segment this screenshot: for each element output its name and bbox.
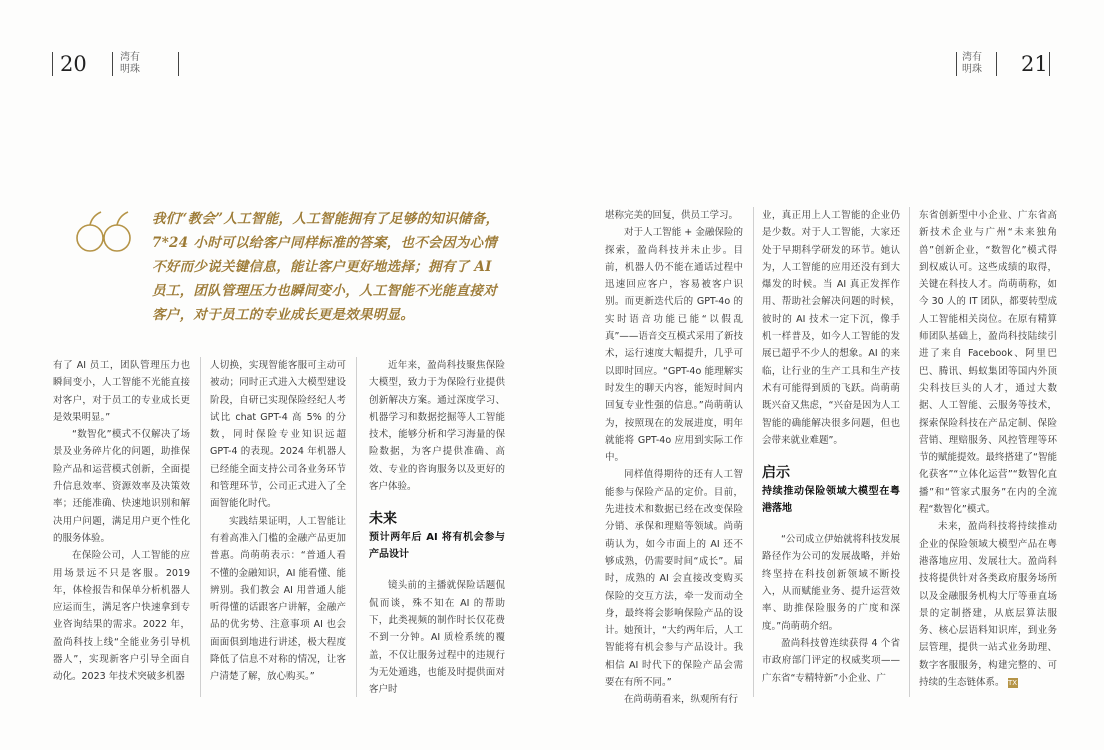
- section-heading: 启示: [762, 465, 790, 482]
- right-page: [552, 0, 1104, 750]
- pull-quote: 我们“教会”人工智能，人工智能拥有了足够的知识储备，7*24 小时可以给客户同样标准的答案，也不会因为心情不好而少说关键信息，能让客户更好地选择；拥有了 AI 员工，团队管理压力也瞬间变小，人工智能不光能直接对客户，对于员工的专业成长更是效果明显。: [152, 211, 500, 323]
- header-divider: [996, 52, 997, 76]
- left-column-3: [369, 357, 505, 698]
- section-subheading: 预计两年后 AI 将有机会参与产品设计: [369, 532, 505, 561]
- paragraph: “数智化”模式不仅解决了场景及业务碎片化的问题，助推保险产品和运营模式创新，全面提升信息效率、资源效率及决策效率；还能准确、快速地识别和解决用户问题，满足用户更个性化的服务体验。: [53, 429, 190, 544]
- end-mark-icon: TX: [1008, 678, 1018, 687]
- left-column-2: [210, 357, 346, 686]
- paragraph: 镜头前的主播就保险话题侃侃而谈，殊不知在 AI 的帮助下，此类视频的制作时长仅花费不到一分钟。AI 质检系统的覆盖，不仅让服务过程中的违规行为无处遁逃，也能及时提供面对客户时: [369, 580, 505, 696]
- section-heading: 未来: [369, 511, 397, 528]
- paragraph: 堪称完美的回复，供员工学习。: [605, 210, 739, 221]
- paragraph: 人切换，实现智能客服可主动可被动；同时正式进入大模型建设阶段，自研已实现保险经纪人考试比 chat GPT-4 高 5% 的分数，同时保险专业知识远超 GPT-4 的表现。2024 年机器人已经能全面支持公司各业务环节和管理环节，公司正式进入了全面智能化时代。: [210, 360, 346, 510]
- page-number: 21: [1021, 52, 1048, 76]
- paragraph: 同样值得期待的还有人工智能参与保险产品的定价。目前，先进技术和数据已经在改变保险分销、承保和理赔等领域。尚萌萌认为，如今市面上的 AI 还不够成熟，仍需要时间“成长”。届时，成熟的 AI 会直接改变购买保险的交互方法，牵一发而动全身，最终将会影响保险产品的设计。她预计，“大约两年后，人工智能将有机会参与产品设计。我相信 AI 时代下的保险产品会需要在有所不同。”: [605, 469, 743, 689]
- left-page: [0, 0, 552, 750]
- section-subheading: 持续推动保险领域大模型在粤港落地: [762, 486, 900, 515]
- paragraph: 对于人工智能 + 金融保险的探索，盈尚科技并未止步。目前，机器人仍不能在通话过程中迅速回应客户，容易被客户识别。而更新迭代后的 GPT-4o 的实时语音功能已能“以假乱真”——语音交互模式采用了新技术，运行速度大幅提升，几乎可以即时回应。“GPT-4o 能理解实时发生的聊天内容，能短时间内回复专业性强的信息。”尚萌萌认为，按照现在的发展进度，明年就能将 GPT-4o 应用到实际工作中。: [605, 227, 743, 464]
- paragraph: 盈尚科技曾连续获得 4 个省市政府部门评定的权威奖项——广东省“专精特新”小企业、广: [762, 637, 900, 684]
- column-divider: [356, 357, 357, 697]
- section-brand: [962, 52, 982, 76]
- column-divider: [909, 207, 910, 697]
- brand-line: 湾有: [962, 52, 982, 63]
- paragraph: 近年来，盈尚科技聚焦保险大模型，致力于为保险行业提供创新解决方案。通过深度学习、机器学习和数据挖掘等人工智能技术，能够分析和学习海量的保险数据，为客户提供准确、高效、专业的咨询服务以及更好的客户体验。: [369, 360, 505, 493]
- paragraph: 在保险公司，人工智能的应用场景远不只是客服。2019 年，体检报告和保单分析机器人应运而生，满足客户快速拿到专业咨询结果的需求。2022 年，盈尚科技上线“全能业务引导机器人”，实现新客户引导全面自动化。2023 年技术突破多机器: [53, 550, 190, 683]
- page-number: 20: [60, 52, 87, 76]
- right-column-3: [919, 207, 1057, 691]
- right-column-1: [605, 207, 743, 709]
- section-brand: [120, 52, 140, 76]
- header-divider: [178, 52, 179, 76]
- paragraph: [919, 518, 1057, 691]
- quote-mark-icon: [75, 208, 135, 256]
- right-column-2: [762, 207, 900, 687]
- column-divider: [200, 357, 201, 697]
- paragraph: “公司成立伊始就将科技发展路径作为公司的发展战略，并始终坚持在科技创新领域不断投入，从而赋能业务、提升运营效率、助推保险服务的广度和深度。”尚萌萌介绍。: [762, 534, 900, 632]
- brand-line: 湾有: [120, 52, 140, 63]
- page-number-rule: [52, 52, 53, 76]
- brand-line: 明珠: [120, 64, 140, 75]
- paragraph-text: 未来，盈尚科技将持续推动企业的保险领域大模型产品在粤港落地应用、发展壮大。盈尚科技将提供针对各类政府服务场所以及金融服务机构大厅等垂直场景的定制搭建，从底层算法服务、核心层语料知识库，到业务层管理，提供一站式业务助理、数字客服服务，构建完整的、可持续的生态链体系。: [919, 521, 1057, 689]
- paragraph: 在尚萌萌看来，纵观所有行: [624, 694, 739, 706]
- left-column-1: [53, 357, 190, 686]
- brand-line: 明珠: [962, 64, 982, 75]
- paragraph: 业，真正用上人工智能的企业仍是少数。对于人工智能，大家还处于早期科学研发的环节。她认为，人工智能的应用还没有到大爆发的时候。当 AI 真正发挥作用、帮助社会解决问题的时候，彼时的 AI 技术一定下沉，像手机一样普及，如今人工智能的发展已超乎不少人的想象。AI 的来临，让行业的生产工具和生产技术有可能得到质的飞跃。尚萌萌既兴奋又焦虑，“兴奋是因为人工智能的确能解决很多问题，但也会带来就业难题”。: [762, 210, 900, 446]
- page-number-rule: [1049, 52, 1050, 76]
- header-divider: [112, 52, 113, 76]
- paragraph: 东省创新型中小企业、广东省高新技术企业与广州“未来独角兽”创新企业，“数智化”模式得到权威认可。这些成绩的取得，关键在科技人才。尚萌萌称，如今 30 人的 IT 团队，都要转型成人工智能相关岗位。在原有精算师团队基础上，盈尚科技陆续引进了来自 Facebook、阿里巴巴、腾讯、蚂蚁集团等国内外顶尖科技巨头的人才，通过大数据、人工智能、云服务等技术，探索保险科技在产品定制、保险营销、理赔服务、风控管理等环节的赋能提效。最终搭建了“智能化获客”“立体化运营”“数智化直播”和“管家式服务”在内的全流程“数智化”模式。: [919, 210, 1057, 516]
- paragraph: 实践结果证明，人工智能让有着高准入门槛的金融产品更加普惠。尚萌萌表示：“普通人看不懂的金融知识，AI 能看懂、能辨别。我们教会 AI 用普通人能听得懂的话跟客户讲解，金融产品的优劣势、注意事项 AI 也会面面俱到地进行讲述，极大程度降低了信息不对称的情况，让客户清楚了解，放心购买。”: [210, 515, 346, 683]
- paragraph: 有了 AI 员工，团队管理压力也瞬间变小，人工智能不光能直接对客户，对于员工的专业成长更是效果明显。”: [53, 360, 190, 423]
- column-divider: [753, 207, 754, 697]
- header-divider: [956, 52, 957, 76]
